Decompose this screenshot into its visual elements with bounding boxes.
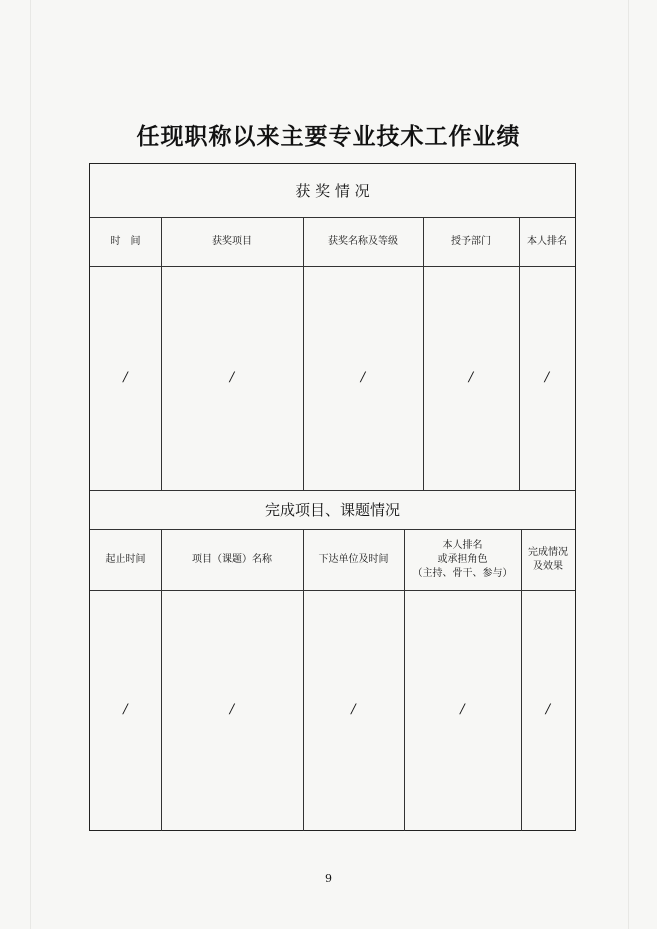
awards-cell-department: / (468, 370, 474, 385)
awards-header-project: 获奖项目 (212, 235, 252, 247)
awards-cell-name-grade: / (360, 370, 366, 385)
page-title: 任现职称以来主要专业技术工作业绩 (136, 123, 521, 150)
projects-cell-role: / (460, 702, 465, 717)
achievement-table (89, 163, 576, 831)
page-number: 9 (325, 872, 332, 885)
awards-cell-rank: / (544, 370, 550, 385)
projects-header-name: 项目（课题）名称 (192, 553, 272, 565)
projects-cell-name: / (229, 702, 235, 717)
awards-cell-time: / (123, 370, 128, 385)
awards-header-name-grade: 获奖名称及等级 (328, 235, 398, 247)
projects-header-period: 起止时间 (105, 553, 146, 565)
awards-section-title: 获 奖 情 况 (295, 181, 370, 200)
projects-cell-result: / (545, 702, 551, 717)
projects-header-issuer: 下达单位及时间 (318, 553, 389, 565)
projects-cell-period: / (123, 702, 128, 717)
awards-header-time: 时 间 (110, 235, 141, 247)
awards-header-rank: 本人排名 (527, 235, 567, 247)
projects-header-role: 本人排名 或承担角色 （主持、骨干、参与） (412, 539, 513, 579)
awards-cell-project: / (229, 370, 235, 385)
projects-cell-issuer: / (351, 702, 356, 717)
awards-header-department: 授予部门 (451, 235, 491, 247)
projects-header-result: 完成情况 及效果 (528, 546, 568, 572)
projects-section-title: 完成项目、课题情况 (264, 500, 400, 519)
